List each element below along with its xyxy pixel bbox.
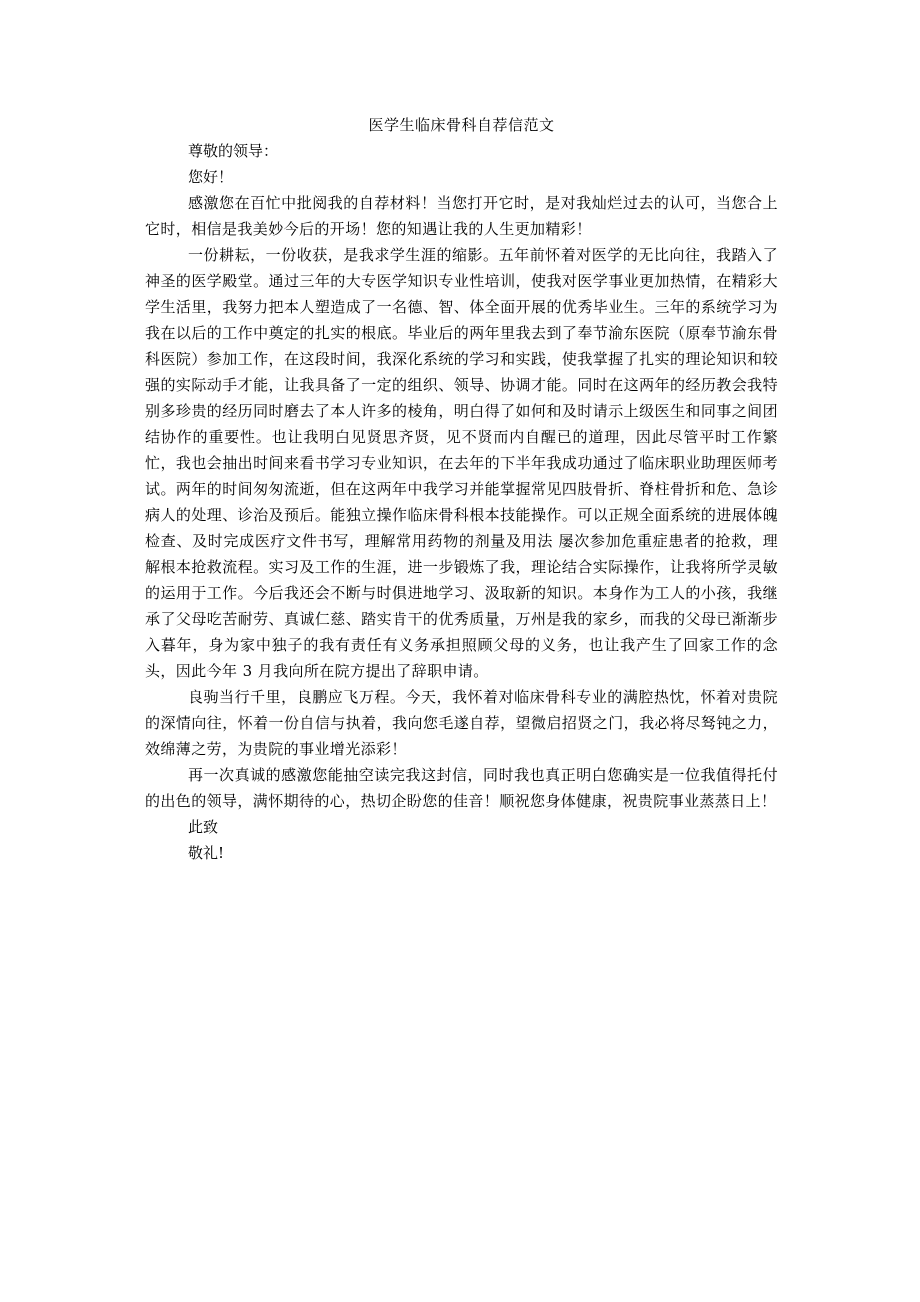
document-page	[145, 112, 778, 866]
paragraph-aspiration: 良驹当行千里，良鹏应飞万程。今天，我怀着对临床骨科专业的满腔热忱，怀着对贵院的深情向往，怀着一份自信与执着，我向您毛遂自荐，望微启招贤之门，我必将尽驽钝之力，效绵薄之劳，为贵院的事业增光添彩！	[145, 688, 778, 758]
closing-cizhi: 此致	[188, 818, 219, 836]
paragraph-thanks: 再一次真诚的感激您能抽空读完我这封信，同时我也真正明白您确实是一位我值得托付的出色的领导，满怀期待的心，热切企盼您的佳音！顺祝您身体健康，祝贵院事业蒸蒸日上！	[145, 766, 778, 810]
greeting: 您好！	[188, 168, 234, 186]
closing-jingli: 敬礼!	[188, 844, 225, 862]
closing-block	[145, 814, 778, 866]
salutation: 尊敬的领导：	[188, 142, 279, 160]
document-title: 医学生临床骨科自荐信范文	[368, 116, 555, 134]
paragraph-experience: 一份耕耘，一份收获，是我求学生涯的缩影。五年前怀着对医学的无比向往，我踏入了神圣的医学殿堂。通过三年的大专医学知识专业性培训，使我对医学事业更加热情，在精彩大学生活里，我努力把本人塑造成了一名德、智、体全面开展的优秀毕业生。三年的系统学习为我在以后的工作中奠定的扎实的根底。毕业后的两年里我去到了奉节渝东医院（原奉节渝东骨科医院）参加工作，在这段时间，我深化系统的学习和实践，使我掌握了扎实的理论知识和较强的实际动手才能，让我具备了一定的组织、领导、协调才能。同时在这两年的经历教会我特别多珍贵的经历同时磨去了本人许多的棱角，明白得了如何和及时请示上级医生和同事之间团结协作的重要性。也让我明白见贤思齐贤，见不贤而内自醒已的道理，因此尽管平时工作繁忙，我也会抽出时间来看书学习专业知识，在去年的下半年我成功通过了临床职业助理医师考试。两年的时间匆匆流逝，但在这两年中我学习并能掌握常见四肢骨折、脊柱骨折和危、急诊病人的处理、诊治及预后。能独立操作临床骨科根本技能操作。可以正规全面系统的进展体魄检查、及时完成医疗文件书写，理解常用药物的剂量及用法 屡次参加危重症患者的抢救，理解根本抢救流程。实习及工作的生涯，进一步锻炼了我，理论结合实际操作，让我将所学灵敏的运用于工作。今后我还会不断与时俱进地学习、汲取新的知识。本身作为工人的小孩，我继承了父母吃苦耐劳、真诚仁慈、踏实肯干的优秀质量，万州是我的家乡，而我的父母已渐渐步入暮年，身为家中独子的我有责任有义务承担照顾父母的义务，也让我产生了回家工作的念头，因此今年 3 月我向所在院方提出了辞职申请。	[145, 246, 778, 680]
paragraph-gratitude: 感激您在百忙中批阅我的自荐材料！当您打开它时，是对我灿烂过去的认可，当您合上它时，相信是我美妙今后的开场！您的知遇让我的人生更加精彩！	[145, 194, 778, 238]
